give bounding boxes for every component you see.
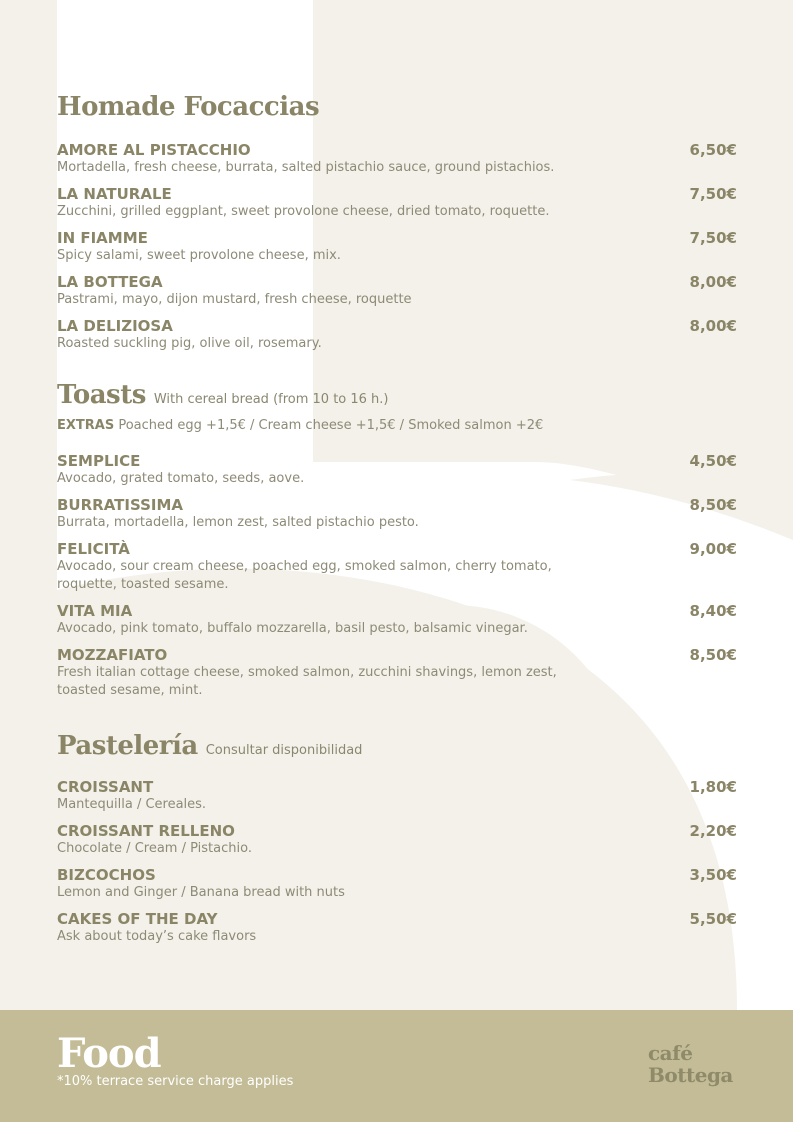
logo-line-2: Bottega xyxy=(648,1063,733,1087)
item-name: LA BOTTEGA xyxy=(57,273,163,291)
item-name: VITA MIA xyxy=(57,602,133,620)
item-name: CROISSANT RELLENO xyxy=(57,822,235,840)
item-price: 8,00€ xyxy=(689,273,737,291)
extras-line xyxy=(57,418,543,433)
item-name: LA NATURALE xyxy=(57,185,172,203)
menu-item xyxy=(57,317,737,353)
menu-item xyxy=(57,602,737,638)
logo-line-1: café xyxy=(648,1041,693,1065)
item-name: BURRATISSIMA xyxy=(57,496,184,514)
item-description: Pastrami, mayo, dijon mustard, fresh cheese, roquette xyxy=(57,292,412,307)
extras-label: EXTRAS xyxy=(57,418,115,433)
menu-item xyxy=(57,141,737,177)
item-price: 5,50€ xyxy=(689,910,737,928)
item-price: 2,20€ xyxy=(689,822,737,840)
menu-item xyxy=(57,452,737,488)
menu-item xyxy=(57,229,737,265)
item-name: IN FIAMME xyxy=(57,229,148,247)
item-description: Zucchini, grilled eggplant, sweet provolone cheese, dried tomato, roquette. xyxy=(57,204,550,219)
item-description: Ask about today’s cake flavors xyxy=(57,929,257,944)
item-price: 8,40€ xyxy=(689,602,737,620)
item-description: Lemon and Ginger / Banana bread with nuts xyxy=(57,885,345,900)
item-description: Avocado, pink tomato, buffalo mozzarella, basil pesto, balsamic vinegar. xyxy=(57,621,528,636)
menu-item xyxy=(57,778,737,814)
extras-text: Poached egg +1,5€ / Cream cheese +1,5€ / Smoked salmon +2€ xyxy=(114,418,544,433)
section-title-text: Pastelería xyxy=(57,731,198,761)
item-name: SEMPLICE xyxy=(57,452,141,470)
item-description: Mantequilla / Cereales. xyxy=(57,797,207,812)
item-name: FELICITÀ xyxy=(57,540,130,558)
menu-item xyxy=(57,273,737,309)
item-price: 1,80€ xyxy=(689,778,737,796)
section-title-focaccias xyxy=(57,92,319,122)
item-price: 7,50€ xyxy=(689,185,737,203)
item-name: CAKES OF THE DAY xyxy=(57,910,218,928)
footer-bar xyxy=(0,1010,793,1122)
footer-title: Food xyxy=(57,1030,161,1077)
item-description: Spicy salami, sweet provolone cheese, mix. xyxy=(57,248,341,263)
menu-item xyxy=(57,866,737,902)
menu-item xyxy=(57,910,737,946)
menu-item xyxy=(57,496,737,532)
section-title-pasteleria xyxy=(57,731,362,761)
item-price: 4,50€ xyxy=(689,452,737,470)
item-name: CROISSANT xyxy=(57,778,154,796)
section-subtitle: Consultar disponibilidad xyxy=(205,743,363,758)
item-name: BIZCOCHOS xyxy=(57,866,156,884)
item-price: 7,50€ xyxy=(689,229,737,247)
item-description: Avocado, sour cream cheese, poached egg, smoked salmon, cherry tomato, roquette, toasted sesame. xyxy=(57,559,552,592)
item-description: Roasted suckling pig, olive oil, rosemary. xyxy=(57,336,322,351)
section-title-text: Toasts xyxy=(57,380,146,410)
item-price: 6,50€ xyxy=(689,141,737,159)
menu-item xyxy=(57,822,737,858)
section-subtitle: With cereal bread (from 10 to 16 h.) xyxy=(153,392,389,407)
item-price: 8,00€ xyxy=(689,317,737,335)
menu-item xyxy=(57,540,737,594)
item-description: Burrata, mortadella, lemon zest, salted pistachio pesto. xyxy=(57,515,419,530)
item-price: 9,00€ xyxy=(689,540,737,558)
item-description: Fresh italian cottage cheese, smoked salmon, zucchini shavings, lemon zest, toasted sesame, mint. xyxy=(57,665,557,698)
menu-item xyxy=(57,646,737,700)
item-price: 3,50€ xyxy=(689,866,737,884)
menu-item xyxy=(57,185,737,221)
item-description: Mortadella, fresh cheese, burrata, salted pistachio sauce, ground pistachios. xyxy=(57,160,555,175)
item-name: AMORE AL PISTACCHIO xyxy=(57,141,251,159)
item-name: MOZZAFIATO xyxy=(57,646,168,664)
cafe-bottega-logo xyxy=(648,1042,733,1086)
section-title-toasts xyxy=(57,380,389,410)
item-price: 8,50€ xyxy=(689,496,737,514)
item-description: Avocado, grated tomato, seeds, aove. xyxy=(57,471,305,486)
item-price: 8,50€ xyxy=(689,646,737,664)
item-description: Chocolate / Cream / Pistachio. xyxy=(57,841,252,856)
item-name: LA DELIZIOSA xyxy=(57,317,173,335)
service-charge-note: *10% terrace service charge applies xyxy=(57,1074,294,1089)
section-title-text: Homade Focaccias xyxy=(57,92,320,122)
